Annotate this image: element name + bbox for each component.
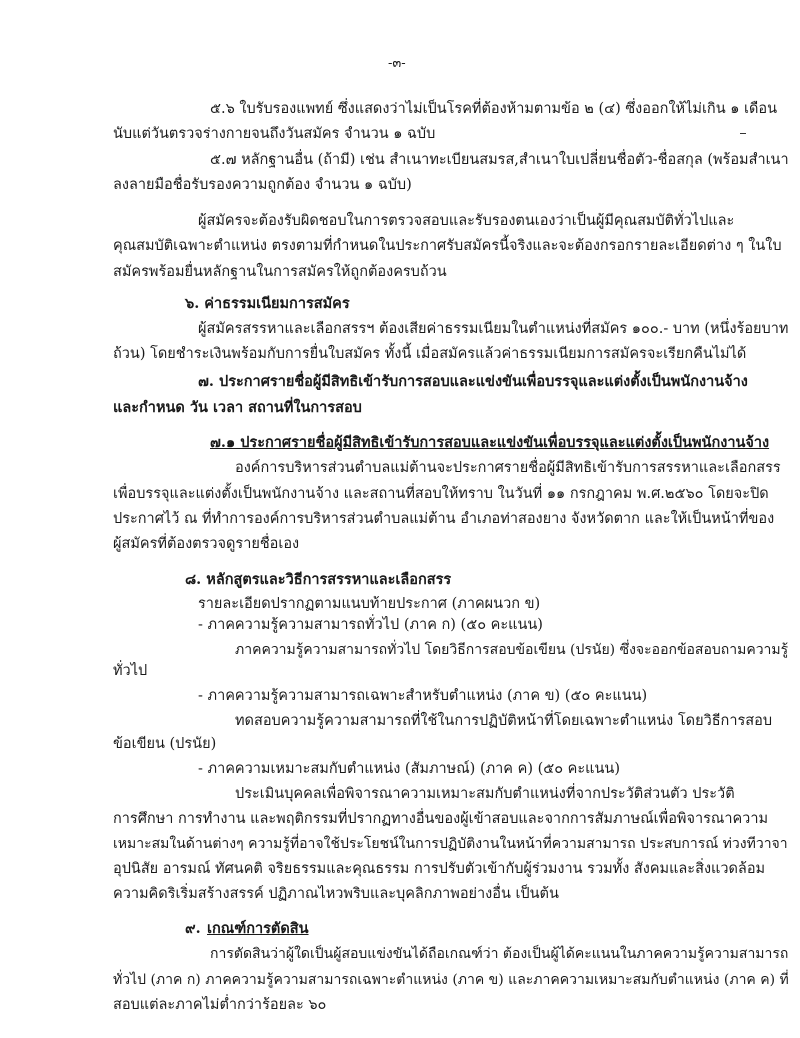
section-6-heading: ๖. ค่าธรรมเนียมการสมัคร [185, 295, 350, 312]
section-8-part-b-title: - ภาคความรู้ความสามารถเฉพาะสำหรับตำแหน่ง (ภาค ข) (๕๐ คะแนน) [198, 688, 648, 704]
section-5-6-line-1: ๕.๖ ใบรับรองแพทย์ ซึ่งแสดงว่าไม่เป็นโรคที่ต้องห้ามตามข้อ ๒ (๔) ซึ่งออกให้ไม่เกิน ๑ เดือน [210, 101, 778, 117]
section-8-heading: ๘. หลักสูตรและวิธีการสรรหาและเลือกสรร [185, 571, 452, 588]
responsibility-line-1: ผู้สมัครจะต้องรับผิดชอบในการตรวจสอบและรับรองตนเองว่าเป็นผู้มีคุณสมบัติทั่วไปและ [198, 213, 735, 229]
responsibility-line-3: สมัครพร้อมยื่นหลักฐานในการสมัครให้ถูกต้องครบถ้วน [113, 264, 447, 280]
section-7-1-line-3: ประกาศไว้ ณ ที่ทำการองค์การบริหารส่วนตำบลแม่ต้าน อำเภอท่าสองยาง จังหวัดตาก และให้เป็นหน้าที่ของ [113, 511, 775, 527]
section-7-heading-line-1: ๗. ประกาศรายชื่อผู้มีสิทธิเข้ารับการสอบและแข่งขันเพื่อบรรจุและแต่งตั้งเป็นพนักงานจ้าง [198, 373, 748, 390]
section-9-number: ๙. [185, 920, 201, 937]
section-9-line-3: สอบแต่ละภาคไม่ต่ำกว่าร้อยละ ๖๐ [113, 997, 327, 1013]
section-7-heading-line-2: และกำหนด วัน เวลา สถานที่ในการสอบ [113, 399, 362, 416]
section-7-1-line-1: องค์การบริหารส่วนตำบลแม่ต้านจะประกาศรายชื่อผู้มีสิทธิเข้ารับการสรรหาและเลือกสรร [235, 460, 781, 476]
section-8-part-b-line-1: ทดสอบความรู้ความสามารถที่ใช้ในการปฏิบัติหน้าที่โดยเฉพาะตำแหน่ง โดยวิธีการสอบ [235, 713, 773, 729]
section-8-part-b-line-2: ข้อเขียน (ปรนัย) [113, 736, 217, 752]
page-number: -๓- [388, 56, 406, 71]
responsibility-line-2: คุณสมบัติเฉพาะตำแหน่ง ตรงตามที่กำหนดในประกาศรับสมัครนี้จริงและจะต้องกรอกรายละเอียดต่าง ๆ ในใบ [113, 238, 782, 254]
section-7-1-line-2: เพื่อบรรจุและแต่งตั้งเป็นพนักงานจ้าง และสถานที่สอบให้ทราบ ในวันที่ ๑๑ กรกฎาคม พ.ศ.๒๕๖๐ โดยจะปิด [113, 486, 769, 502]
section-8-part-c-line-4: อุปนิสัย อารมณ์ ทัศนคติ จริยธรรมและคุณธรรม การปรับตัวเข้ากับผู้ร่วมงาน รวมทั้ง สังคมและสิ่งแวดล้อม [113, 861, 766, 877]
scan-mark [740, 133, 746, 134]
section-8-part-c-line-2: การศึกษา การทำงาน และพฤติกรรมที่ปรากฏทางอื่นของผู้เข้าสอบและจากการสัมภาษณ์เพื่อพิจารณาความ [113, 811, 769, 827]
section-8-part-a-line-2: ทั่วไป [113, 663, 148, 679]
section-6-line-2: ถ้วน) โดยชำระเงินพร้อมกับการยื่นใบสมัคร ทั้งนี้ เมื่อสมัครแล้วค่าธรรมเนียมการสมัครจะเรียกคืนไม่ได้ [113, 346, 747, 362]
section-8-part-a-line-1: ภาคความรู้ความสามารถทั่วไป โดยวิธีการสอบข้อเขียน (ปรนัย) ซึ่งจะออกข้อสอบถามความรู้ [235, 642, 789, 658]
section-7-1-heading: ๗.๑ ประกาศรายชื่อผู้มีสิทธิเข้ารับการสอบและแข่งขันเพื่อบรรจุและแต่งตั้งเป็นพนักงานจ้าง [210, 434, 770, 451]
section-8-part-c-line-5: ความคิดริเริ่มสร้างสรรค์ ปฏิภาณไหวพริบและบุคลิกภาพอย่างอื่น เป็นต้น [113, 886, 559, 902]
section-5-6-line-2: นับแต่วันตรวจร่างกายจนถึงวันสมัคร จำนวน ๑ ฉบับ [113, 126, 436, 142]
section-8-part-c-line-1: ประเมินบุคคลเพื่อพิจารณาความเหมาะสมกับตำแหน่งที่จากประวัติส่วนตัว ประวัติ [235, 786, 735, 802]
section-8-part-c-line-3: เหมาะสมในด้านต่างๆ ความรู้ที่อาจใช้ประโยชน์ในการปฏิบัติงานในหน้าที่ความสามารถ ประสบการณ์ ท่วงทีวาจา [113, 836, 788, 852]
section-8-part-a-title: - ภาคความรู้ความสามารถทั่วไป (ภาค ก) (๕๐ คะแนน) [198, 617, 543, 633]
section-5-7-line-1: ๕.๗ หลักฐานอื่น (ถ้ามี) เช่น สำเนาทะเบียนสมรส,สำเนาใบเปลี่ยนชื่อตัว-ชื่อสกุล (พร้อมสำเนา [210, 152, 789, 168]
section-9-line-1: การตัดสินว่าผู้ใดเป็นผู้สอบแข่งขันได้ถือเกณฑ์ว่า ต้องเป็นผู้ได้คะแนนในภาคความรู้ความสามารถ [210, 946, 789, 962]
section-5-7-line-2: ลงลายมือชื่อรับรองความถูกต้อง จำนวน ๑ ฉบับ) [113, 177, 412, 193]
section-6-line-1: ผู้สมัครสรรหาและเลือกสรรฯ ต้องเสียค่าธรรมเนียมในตำแหน่งที่สมัคร ๑๐๐.- บาท (หนึ่งร้อยบาท [198, 321, 789, 337]
section-8-intro: รายละเอียดปรากฏตามแนบท้ายประกาศ (ภาคผนวก ข) [198, 596, 541, 612]
section-9-line-2: ทั่วไป (ภาค ก) ภาคความรู้ความสามารถเฉพาะตำแหน่ง (ภาค ข) และภาคความเหมาะสมกับตำแหน่ง (ภาค ค) ที่ [113, 972, 789, 988]
section-9-heading: เกณฑ์การตัดสิน [207, 920, 309, 937]
section-8-part-c-title: - ภาคความเหมาะสมกับตำแหน่ง (สัมภาษณ์) (ภาค ค) (๕๐ คะแนน) [198, 761, 620, 777]
section-7-1-line-4: ผู้สมัครที่ต้องตรวจดูรายชื่อเอง [113, 536, 300, 552]
